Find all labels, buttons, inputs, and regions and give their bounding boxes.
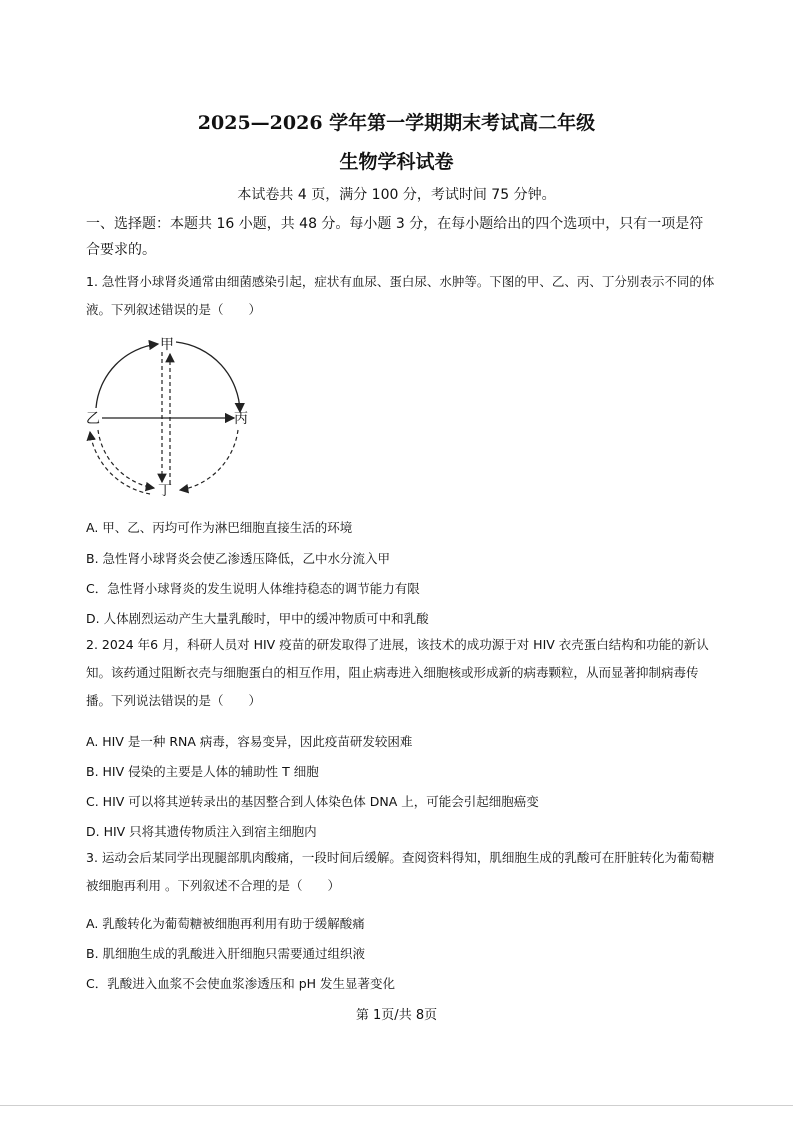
section-heading: 一、选择题：本题共 16 小题，共 48 分。每小题 3 分，在每小题给出的四个选项中，只有一项是符合要求的。 bbox=[86, 216, 704, 258]
title-line-2: 生物学科试卷 bbox=[339, 151, 454, 173]
label-jia: 甲 bbox=[160, 337, 174, 353]
label-bing: 丙 bbox=[234, 411, 248, 427]
q2-option-a: A. HIV 是一种 RNA 病毒，容易变异，因此疫苗研发较困难 bbox=[86, 734, 413, 749]
q2-option-b: B. HIV 侵染的主要是人体的辅助性 T 细胞 bbox=[86, 764, 319, 779]
bottom-divider bbox=[0, 1105, 793, 1106]
arrow-yi-to-jia bbox=[96, 344, 158, 408]
body-fluid-diagram bbox=[84, 332, 254, 506]
arrow-bing-to-ding bbox=[180, 430, 238, 490]
question-2-stem: 2. 2024 年6 月，科研人员对 HIV 疫苗的研发取得了进展，该技术的成功源于对 HIV 衣壳蛋白结构和功能的新认知。该药通过阻断衣壳与细胞蛋白的相互作用，阻止病毒进入细胞核或形成新的病毒颗粒，从而显著抑制病毒传播。下列说法错误的是（ ） bbox=[86, 637, 709, 708]
page-footer: 第 1页/共 8页 bbox=[355, 1008, 438, 1023]
exam-info: 本试卷共 4 页，满分 100 分，考试时间 75 分钟。 bbox=[237, 187, 556, 203]
q3-option-c: C．乳酸进入血浆不会使血浆渗透压和 pH 发生显著变化 bbox=[86, 976, 396, 991]
q1-option-a: A. 甲、乙、丙均可作为淋巴细胞直接生活的环境 bbox=[86, 520, 353, 535]
q1-option-d: D. 人体剧烈运动产生大量乳酸时，甲中的缓冲物质可中和乳酸 bbox=[86, 611, 429, 626]
arrow-jia-to-bing bbox=[176, 342, 240, 412]
title-line-1: 2025—2026 学年第一学期期末考试高二年级 bbox=[197, 112, 596, 134]
question-3-stem: 3. 运动会后某同学出现腿部肌肉酸痛，一段时间后缓解。查阅资料得知，肌细胞生成的乳酸可在肝脏转化为葡萄糖被细胞再利用 。下列叙述不合理的是（ ） bbox=[86, 850, 715, 893]
q2-option-d: D. HIV 只将其遗传物质注入到宿主细胞内 bbox=[86, 824, 317, 839]
q2-option-c: C. HIV 可以将其逆转录出的基因整合到人体染色体 DNA 上，可能会引起细胞癌变 bbox=[86, 794, 539, 809]
label-yi: 乙 bbox=[86, 411, 100, 427]
q1-option-c: C．急性肾小球肾炎的发生说明人体维持稳态的调节能力有限 bbox=[86, 581, 420, 596]
label-ding: 丁 bbox=[158, 483, 172, 499]
q3-option-a: A. 乳酸转化为葡萄糖被细胞再利用有助于缓解酸痛 bbox=[86, 916, 365, 931]
arrow-yi-to-ding bbox=[98, 430, 154, 488]
q3-option-b: B. 肌细胞生成的乳酸进入肝细胞只需要通过组织液 bbox=[86, 946, 366, 961]
q1-option-b: B. 急性肾小球肾炎会使乙渗透压降低，乙中水分流入甲 bbox=[86, 551, 391, 566]
question-1-stem: 1. 急性肾小球肾炎通常由细菌感染引起，症状有血尿、蛋白尿、水肿等。下图的甲、乙、丙、丁分别表示不同的体液。下列叙述错误的是（ ） bbox=[86, 274, 715, 317]
